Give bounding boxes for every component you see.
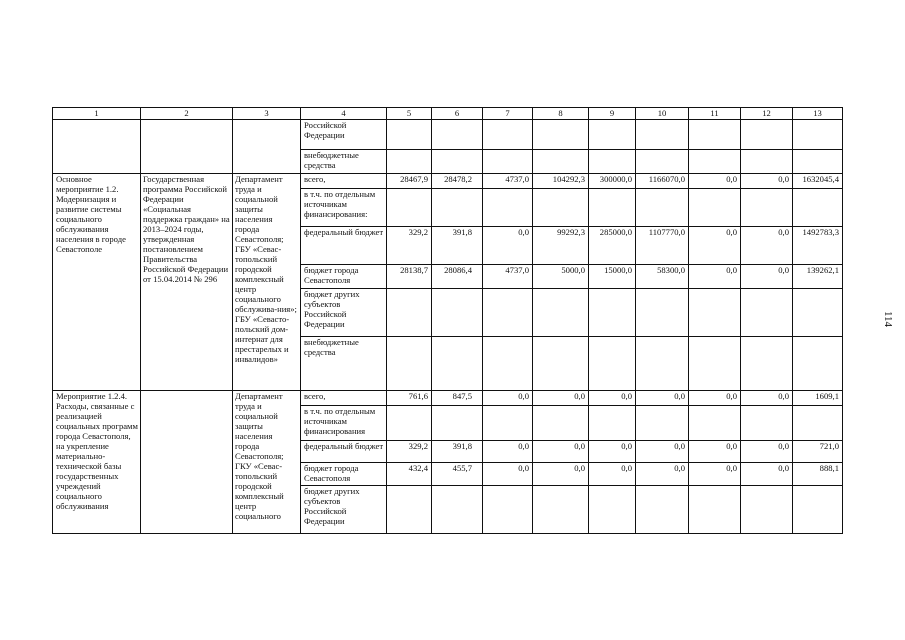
source-label: бюджет других субъектов Российской Федерации <box>301 289 387 337</box>
column-header-13: 13 <box>793 108 843 120</box>
column-header-3: 3 <box>233 108 301 120</box>
row-executor <box>233 120 301 174</box>
value-cell-col-8 <box>533 289 589 337</box>
financing-table <box>52 107 843 534</box>
value-cell-col-12 <box>741 150 793 174</box>
value-cell-col-5 <box>387 486 432 534</box>
value-cell-col-8: 0,0 <box>533 441 589 463</box>
value-cell-col-12: 0,0 <box>741 265 793 289</box>
value-cell-col-13 <box>793 150 843 174</box>
value-cell-col-11: 0,0 <box>689 265 741 289</box>
value-cell-col-9: 0,0 <box>589 463 636 486</box>
value-cell-col-8 <box>533 486 589 534</box>
value-cell-col-12 <box>741 337 793 391</box>
value-cell-col-6 <box>432 406 483 441</box>
value-cell-col-13 <box>793 337 843 391</box>
value-cell-col-7 <box>483 189 533 227</box>
value-cell-col-7 <box>483 120 533 150</box>
source-label: Российской Федерации <box>301 120 387 150</box>
value-cell-col-11: 0,0 <box>689 227 741 265</box>
value-cell-col-12 <box>741 289 793 337</box>
value-cell-col-9: 285000,0 <box>589 227 636 265</box>
column-header-4: 4 <box>301 108 387 120</box>
value-cell-col-10 <box>636 337 689 391</box>
header-row <box>53 108 843 120</box>
column-header-12: 12 <box>741 108 793 120</box>
value-cell-col-11 <box>689 337 741 391</box>
value-cell-col-5: 761,6 <box>387 391 432 406</box>
value-cell-col-11 <box>689 486 741 534</box>
source-label: всего, <box>301 391 387 406</box>
table-row <box>53 120 843 150</box>
value-cell-col-6 <box>432 289 483 337</box>
value-cell-col-12 <box>741 189 793 227</box>
value-cell-col-9 <box>589 189 636 227</box>
source-label: федеральный бюджет <box>301 227 387 265</box>
source-label: в т.ч. по отдельным источникам финансирования <box>301 406 387 441</box>
source-label: бюджет города Севастополя <box>301 265 387 289</box>
value-cell-col-12: 0,0 <box>741 441 793 463</box>
value-cell-col-11: 0,0 <box>689 391 741 406</box>
row-name: Основное мероприятие 1.2. Модернизация и развитие системы социального обслуживания населения в городе Севастополе <box>53 174 141 391</box>
value-cell-col-5: 28467,9 <box>387 174 432 189</box>
value-cell-col-7 <box>483 150 533 174</box>
value-cell-col-6: 847,5 <box>432 391 483 406</box>
source-label: в т.ч. по отдельным источникам финансирования: <box>301 189 387 227</box>
value-cell-col-7 <box>483 486 533 534</box>
value-cell-col-7: 0,0 <box>483 463 533 486</box>
value-cell-col-6 <box>432 486 483 534</box>
source-label: федеральный бюджет <box>301 441 387 463</box>
value-cell-col-11 <box>689 289 741 337</box>
value-cell-col-6: 391,8 <box>432 441 483 463</box>
value-cell-col-7: 4737,0 <box>483 265 533 289</box>
value-cell-col-13: 1632045,4 <box>793 174 843 189</box>
column-header-1: 1 <box>53 108 141 120</box>
row-program: Государственная программа Российской Федерации «Социальная поддержка граждан» на 2013–2024 годы, утвержденная постановлением Правительства Российской Федерации от 15.04.2014 № 296 <box>141 174 233 391</box>
value-cell-col-11 <box>689 189 741 227</box>
value-cell-col-13: 1609,1 <box>793 391 843 406</box>
value-cell-col-13 <box>793 120 843 150</box>
source-label: внебюджетные средства <box>301 337 387 391</box>
value-cell-col-11 <box>689 406 741 441</box>
column-header-9: 9 <box>589 108 636 120</box>
value-cell-col-6 <box>432 337 483 391</box>
value-cell-col-13: 721,0 <box>793 441 843 463</box>
value-cell-col-5: 329,2 <box>387 227 432 265</box>
value-cell-col-5: 329,2 <box>387 441 432 463</box>
value-cell-col-12: 0,0 <box>741 391 793 406</box>
value-cell-col-13 <box>793 406 843 441</box>
row-executor: Департамент труда и социальной защиты населения города Севастополя; ГБУ «Севас-топольский городской комплексный центр социального обслужива-ния»; ГБУ «Севасто-польский дом-интернат для престарелых и инвалидов» <box>233 174 301 391</box>
value-cell-col-9: 300000,0 <box>589 174 636 189</box>
value-cell-col-9 <box>589 486 636 534</box>
value-cell-col-8: 5000,0 <box>533 265 589 289</box>
source-label: внебюджетные средства <box>301 150 387 174</box>
page-number: 114 <box>882 310 894 328</box>
value-cell-col-6: 455,7 <box>432 463 483 486</box>
value-cell-col-9: 0,0 <box>589 391 636 406</box>
value-cell-col-9 <box>589 120 636 150</box>
value-cell-col-11: 0,0 <box>689 441 741 463</box>
value-cell-col-8 <box>533 406 589 441</box>
column-header-2: 2 <box>141 108 233 120</box>
row-executor: Департамент труда и социальной защиты населения города Севастополя; ГКУ «Севас-топольский городской комплексный центр социального <box>233 391 301 534</box>
value-cell-col-10 <box>636 289 689 337</box>
value-cell-col-6 <box>432 189 483 227</box>
value-cell-col-9 <box>589 406 636 441</box>
value-cell-col-8: 99292,3 <box>533 227 589 265</box>
value-cell-col-7: 4737,0 <box>483 174 533 189</box>
value-cell-col-7: 0,0 <box>483 227 533 265</box>
value-cell-col-11 <box>689 120 741 150</box>
value-cell-col-7: 0,0 <box>483 441 533 463</box>
value-cell-col-10: 0,0 <box>636 391 689 406</box>
value-cell-col-12 <box>741 120 793 150</box>
value-cell-col-8 <box>533 337 589 391</box>
value-cell-col-6: 28086,4 <box>432 265 483 289</box>
value-cell-col-8: 0,0 <box>533 391 589 406</box>
column-header-5: 5 <box>387 108 432 120</box>
value-cell-col-12: 0,0 <box>741 463 793 486</box>
value-cell-col-7 <box>483 337 533 391</box>
value-cell-col-9: 15000,0 <box>589 265 636 289</box>
value-cell-col-5: 432,4 <box>387 463 432 486</box>
column-header-11: 11 <box>689 108 741 120</box>
value-cell-col-5 <box>387 289 432 337</box>
table-row <box>53 174 843 189</box>
value-cell-col-13: 1492783,3 <box>793 227 843 265</box>
value-cell-col-10: 1107770,0 <box>636 227 689 265</box>
value-cell-col-12: 0,0 <box>741 227 793 265</box>
value-cell-col-10 <box>636 406 689 441</box>
value-cell-col-6: 391,8 <box>432 227 483 265</box>
value-cell-col-13: 888,1 <box>793 463 843 486</box>
column-header-8: 8 <box>533 108 589 120</box>
value-cell-col-13 <box>793 289 843 337</box>
value-cell-col-6 <box>432 150 483 174</box>
value-cell-col-10 <box>636 150 689 174</box>
value-cell-col-10: 58300,0 <box>636 265 689 289</box>
value-cell-col-9: 0,0 <box>589 441 636 463</box>
value-cell-col-7 <box>483 406 533 441</box>
value-cell-col-10: 0,0 <box>636 463 689 486</box>
value-cell-col-11: 0,0 <box>689 174 741 189</box>
source-label: бюджет города Севастополя <box>301 463 387 486</box>
value-cell-col-11 <box>689 150 741 174</box>
source-label: бюджет других субъектов Российской Федерации <box>301 486 387 534</box>
value-cell-col-13 <box>793 189 843 227</box>
value-cell-col-8 <box>533 120 589 150</box>
value-cell-col-9 <box>589 289 636 337</box>
value-cell-col-5 <box>387 189 432 227</box>
value-cell-col-10: 1166070,0 <box>636 174 689 189</box>
value-cell-col-5 <box>387 406 432 441</box>
column-header-6: 6 <box>432 108 483 120</box>
column-header-10: 10 <box>636 108 689 120</box>
row-name: Мероприятие 1.2.4. Расходы, связанные с реализацией социальных программ города Севастополя, на укрепление материально-технической базы государственных учреждений социального обслуживания <box>53 391 141 534</box>
value-cell-col-8 <box>533 189 589 227</box>
value-cell-col-10: 0,0 <box>636 441 689 463</box>
table-row <box>53 391 843 406</box>
value-cell-col-6: 28478,2 <box>432 174 483 189</box>
value-cell-col-12: 0,0 <box>741 174 793 189</box>
row-program <box>141 120 233 174</box>
value-cell-col-11: 0,0 <box>689 463 741 486</box>
value-cell-col-5 <box>387 150 432 174</box>
value-cell-col-13: 139262,1 <box>793 265 843 289</box>
value-cell-col-5: 28138,7 <box>387 265 432 289</box>
value-cell-col-6 <box>432 120 483 150</box>
value-cell-col-9 <box>589 337 636 391</box>
row-program <box>141 391 233 534</box>
value-cell-col-7: 0,0 <box>483 391 533 406</box>
value-cell-col-8: 0,0 <box>533 463 589 486</box>
value-cell-col-9 <box>589 150 636 174</box>
row-name <box>53 120 141 174</box>
value-cell-col-8: 104292,3 <box>533 174 589 189</box>
value-cell-col-10 <box>636 120 689 150</box>
value-cell-col-10 <box>636 486 689 534</box>
value-cell-col-10 <box>636 189 689 227</box>
value-cell-col-8 <box>533 150 589 174</box>
value-cell-col-12 <box>741 406 793 441</box>
column-header-7: 7 <box>483 108 533 120</box>
value-cell-col-13 <box>793 486 843 534</box>
value-cell-col-7 <box>483 289 533 337</box>
value-cell-col-5 <box>387 337 432 391</box>
value-cell-col-12 <box>741 486 793 534</box>
value-cell-col-5 <box>387 120 432 150</box>
source-label: всего, <box>301 174 387 189</box>
table-body <box>53 108 843 534</box>
